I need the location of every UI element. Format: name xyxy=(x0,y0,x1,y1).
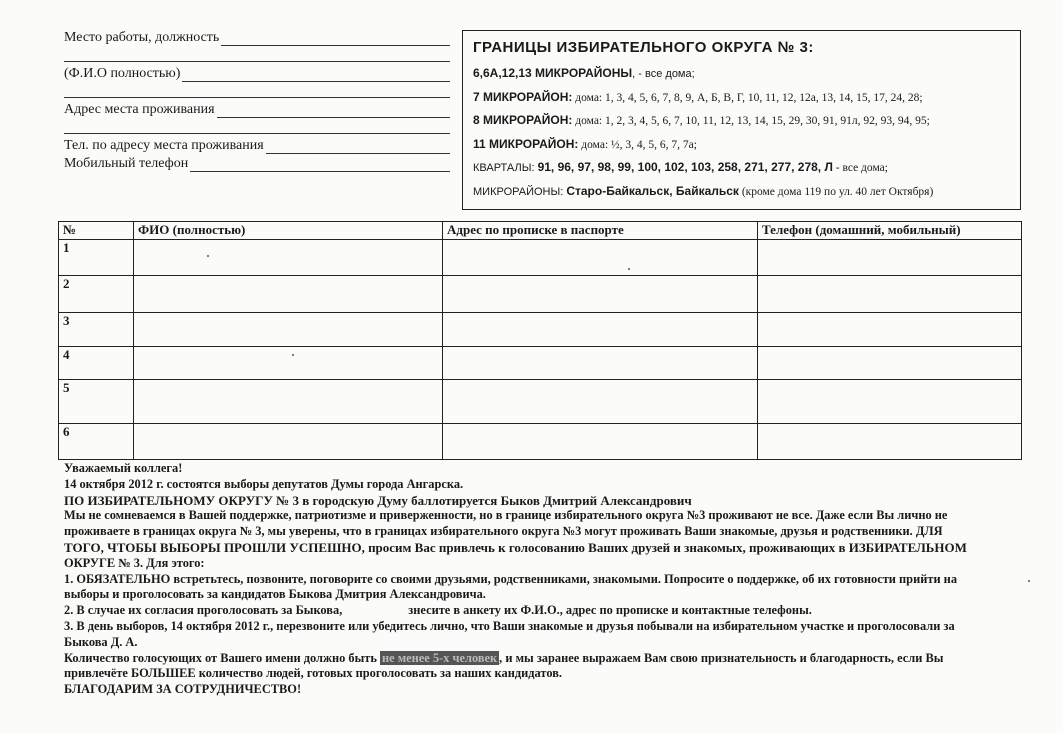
blank-row xyxy=(64,48,450,64)
column-header-address: Адрес по прописке в паспорте xyxy=(443,222,758,240)
row-number: 1 xyxy=(59,240,134,276)
address-cell[interactable] xyxy=(443,240,758,276)
district-line xyxy=(473,180,1012,204)
blank-row xyxy=(64,84,450,100)
district-line-text: дома: 1, 2, 3, 4, 5, 6, 7, 10, 11, 12, 13, 14, 15, 29, 30, 91, 91л, 92, 93, 94, 95; xyxy=(572,115,930,127)
phone-cell[interactable] xyxy=(758,240,1022,276)
district-line-bold: 6,6А,12,13 МИКРОРАЙОНЫ xyxy=(473,66,633,80)
table-row xyxy=(59,380,1022,424)
letter-line: 3. В день выборов, 14 октября 2012 г., перезвоните или убедитесь лично, что Ваши знакомые и друзья побывали на избирательном участке и проголосовали за xyxy=(64,618,955,633)
row-number: 2 xyxy=(59,276,134,313)
full-name-field[interactable] xyxy=(64,64,450,84)
table-row xyxy=(59,424,1022,460)
column-header-name: ФИО (полностью) xyxy=(134,222,443,240)
letter-line: ОКРУГЕ № 3. Для этого: xyxy=(64,555,205,570)
letter-text: 2. В случае их согласия проголосовать за Быкова, xyxy=(64,603,343,618)
district-line-text: дома: 1, 3, 4, 5, 6, 7, 8, 9, А, Б, В, Г, 10, 11, 12, 12а, 13, 14, 15, 17, 24, 28; xyxy=(572,91,923,104)
blank-line xyxy=(64,97,450,98)
mobile-field[interactable] xyxy=(64,156,450,174)
letter-line: Быкова Д. А. xyxy=(64,634,138,649)
letter-line: проживаете в границах округа № 3, мы уверены, что в границах избирательного округа №3 могут проживать Ваши знакомые, друзья и родственники. ДЛЯ xyxy=(64,524,943,539)
scan-speck xyxy=(207,255,209,257)
contacts-table xyxy=(58,221,1022,460)
scan-speck xyxy=(628,268,630,270)
letter-text: знесите в анкету их Ф.И.О., адрес по прописке и контактные телефоны. xyxy=(408,603,812,618)
highlighted-minimum: не менее 5-х человек xyxy=(381,650,498,665)
table-row xyxy=(59,240,1022,276)
phone-cell[interactable] xyxy=(758,313,1022,347)
letter-greeting: Уважаемый коллега! xyxy=(64,461,183,475)
workplace-field[interactable] xyxy=(64,26,450,48)
blank-row xyxy=(64,120,450,136)
district-line xyxy=(473,62,1012,86)
letter-closing: БЛАГОДАРИМ ЗА СОТРУДНИЧЕСТВО! xyxy=(64,682,302,697)
address-cell[interactable] xyxy=(443,313,758,347)
mobile-label: Мобильный телефон xyxy=(64,156,189,171)
district-line-bold: Старо-Байкальск, Байкальск xyxy=(566,183,739,198)
row-number: 4 xyxy=(59,347,134,380)
district-line xyxy=(473,86,1012,110)
phone-cell[interactable] xyxy=(758,380,1022,424)
district-line xyxy=(473,133,1012,157)
name-cell[interactable] xyxy=(134,276,443,313)
home-phone-field[interactable] xyxy=(64,136,450,156)
full-name-label: (Ф.И.О полностью) xyxy=(64,66,181,81)
workplace-label: Место работы, должность xyxy=(64,30,220,45)
table-row xyxy=(59,313,1022,347)
district-line-bold: 91, 96, 97, 98, 99, 100, 102, 103, 258, 271, 277, 278, Л xyxy=(537,160,833,174)
district-line-text: - все дома; xyxy=(832,162,888,174)
phone-cell[interactable] xyxy=(758,424,1022,460)
district-line-bold: 8 МИКРОРАЙОН: xyxy=(473,113,573,127)
scan-speck xyxy=(292,354,294,356)
name-cell[interactable] xyxy=(134,380,443,424)
letter-text: Количество голосующих от Вашего имени должно быть xyxy=(64,650,380,665)
address-cell[interactable] xyxy=(443,380,758,424)
address-cell[interactable] xyxy=(443,347,758,380)
district-line-prefix: КВАРТАЛЫ: xyxy=(473,162,538,174)
address-cell[interactable] xyxy=(443,424,758,460)
table-header-row xyxy=(59,222,1022,240)
district-line xyxy=(473,109,1012,133)
district-boundaries-box xyxy=(462,30,1021,210)
home-phone-label: Тел. по адресу места проживания xyxy=(64,138,264,153)
letter-text: , и мы заранее выражаем Вам свою признательность и благодарность, если Вы xyxy=(499,650,944,665)
appeal-letter xyxy=(64,461,1062,698)
letter-line xyxy=(64,603,1062,619)
letter-line: ТОГО, ЧТОБЫ ВЫБОРЫ ПРОШЛИ УСПЕШНО, просим Вас привлечь к голосованию Ваших друзей и знакомых, проживающих в ИЗБИРАТЕЛЬНОМ xyxy=(64,539,967,555)
phone-cell[interactable] xyxy=(758,276,1022,313)
address-field[interactable] xyxy=(64,100,450,120)
name-cell[interactable] xyxy=(134,313,443,347)
table-row xyxy=(59,276,1022,313)
letter-line xyxy=(64,651,1062,667)
table-row xyxy=(59,347,1022,380)
column-header-number: № xyxy=(59,222,134,240)
phone-cell[interactable] xyxy=(758,347,1022,380)
district-line-bold: 11 МИКРОРАЙОН: xyxy=(473,136,579,151)
address-cell[interactable] xyxy=(443,276,758,313)
district-line xyxy=(473,156,1012,180)
district-title: ГРАНИЦЫ ИЗБИРАТЕЛЬНОГО ОКРУГА № 3: xyxy=(473,39,814,56)
name-cell[interactable] xyxy=(134,347,443,380)
letter-line: привлечёте БОЛЬШЕЕ количество людей, готовых проголосовать за наших кандидатов. xyxy=(64,666,562,681)
scan-speck xyxy=(1028,580,1030,582)
row-number: 3 xyxy=(59,313,134,347)
row-number: 5 xyxy=(59,380,134,424)
name-cell[interactable] xyxy=(134,240,443,276)
letter-line: Мы не сомневаемся в Вашей поддержке, патриотизме и приверженности, но в границе избирательного округа №3 проживают не все. Даже если Вы лично не xyxy=(64,508,948,523)
district-line-bold: 7 МИКРОРАЙОН: xyxy=(473,89,573,104)
name-cell[interactable] xyxy=(134,424,443,460)
row-number: 6 xyxy=(59,424,134,460)
address-label: Адрес места проживания xyxy=(64,102,215,117)
district-line-text: (кроме дома 119 по ул. 40 лет Октября) xyxy=(738,185,934,198)
voter-info-fields xyxy=(64,26,450,174)
letter-line: выборы и проголосовать за кандидатов Быкова Дмитрия Александровича. xyxy=(64,587,486,602)
letter-line: 14 октября 2012 г. состоятся выборы депутатов Думы города Ангарска. xyxy=(64,476,464,491)
blank-line xyxy=(64,133,450,134)
district-line-text: , - все дома; xyxy=(632,68,695,80)
column-header-phone: Телефон (домашний, мобильный) xyxy=(758,222,1022,240)
letter-line: 1. ОБЯЗАТЕЛЬНО встретьтесь, позвоните, поговорите со своими друзьями, родственниками, знакомыми. Попросите о поддержке, об их готовности прийти на xyxy=(64,571,958,586)
district-line-prefix: МИКРОРАЙОНЫ: xyxy=(473,185,567,198)
district-line-text: дома: ½, 3, 4, 5, 6, 7, 7а; xyxy=(578,138,697,151)
letter-line: ПО ИЗБИРАТЕЛЬНОМУ ОКРУГУ № 3 в городскую Думу баллотируется Быков Дмитрий Александрович xyxy=(64,492,692,508)
blank-line xyxy=(64,61,450,62)
